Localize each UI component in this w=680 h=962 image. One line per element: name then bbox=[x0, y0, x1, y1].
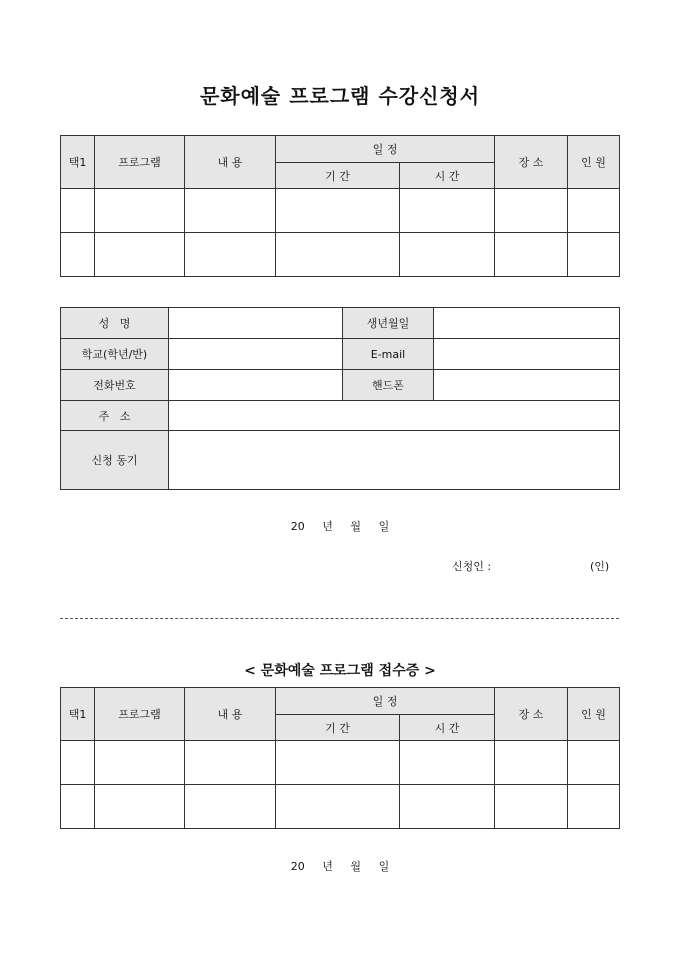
people-cell[interactable] bbox=[568, 233, 620, 277]
month-label: 월 bbox=[350, 520, 362, 533]
select-cell[interactable] bbox=[61, 785, 95, 829]
seal-mark: (인) bbox=[590, 560, 610, 573]
period-cell[interactable] bbox=[276, 741, 400, 785]
phone-label: 전화번호 bbox=[61, 370, 169, 401]
header-time: 시 간 bbox=[400, 715, 495, 741]
header-people: 인 원 bbox=[568, 136, 620, 189]
period-cell[interactable] bbox=[276, 189, 400, 233]
year-prefix: 20 bbox=[290, 860, 305, 873]
people-cell[interactable] bbox=[568, 189, 620, 233]
select-cell[interactable] bbox=[61, 189, 95, 233]
place-cell[interactable] bbox=[495, 233, 568, 277]
header-program: 프로그램 bbox=[95, 136, 185, 189]
header-place: 장 소 bbox=[495, 136, 568, 189]
year-label: 년 bbox=[322, 860, 333, 873]
period-cell[interactable] bbox=[276, 233, 400, 277]
time-cell[interactable] bbox=[400, 741, 495, 785]
birth-label: 생년월일 bbox=[343, 308, 434, 339]
select-cell[interactable] bbox=[61, 741, 95, 785]
header-schedule: 일 정 bbox=[276, 688, 495, 715]
header-people: 인 원 bbox=[568, 688, 620, 741]
receipt-program-table bbox=[60, 687, 620, 829]
header-content: 내 용 bbox=[185, 136, 276, 189]
mobile-label: 핸드폰 bbox=[343, 370, 434, 401]
table-row bbox=[61, 233, 620, 277]
header-period: 기 간 bbox=[276, 163, 400, 189]
content-cell[interactable] bbox=[185, 785, 276, 829]
program-cell[interactable] bbox=[95, 233, 185, 277]
time-cell[interactable] bbox=[400, 189, 495, 233]
program-cell[interactable] bbox=[95, 785, 185, 829]
name-label: 성 명 bbox=[61, 308, 169, 339]
application-date bbox=[0, 518, 680, 534]
place-cell[interactable] bbox=[495, 785, 568, 829]
mobile-field[interactable] bbox=[434, 370, 620, 401]
day-label: 일 bbox=[378, 520, 390, 533]
header-program: 프로그램 bbox=[95, 688, 185, 741]
name-field[interactable] bbox=[169, 308, 343, 339]
email-label: E-mail bbox=[343, 339, 434, 370]
page-title: 문화예술 프로그램 수강신청서 bbox=[199, 84, 481, 108]
header-content: 내 용 bbox=[185, 688, 276, 741]
period-cell[interactable] bbox=[276, 785, 400, 829]
year-prefix: 20 bbox=[290, 520, 305, 533]
content-cell[interactable] bbox=[185, 189, 276, 233]
cut-line-divider bbox=[60, 618, 619, 619]
applicant-info-table bbox=[60, 307, 620, 490]
program-cell[interactable] bbox=[95, 741, 185, 785]
content-cell[interactable] bbox=[185, 741, 276, 785]
month-label: 월 bbox=[350, 860, 362, 873]
place-cell[interactable] bbox=[495, 741, 568, 785]
header-schedule: 일 정 bbox=[276, 136, 495, 163]
select-cell[interactable] bbox=[61, 233, 95, 277]
time-cell[interactable] bbox=[400, 785, 495, 829]
header-time: 시 간 bbox=[400, 163, 495, 189]
school-field[interactable] bbox=[169, 339, 343, 370]
people-cell[interactable] bbox=[568, 741, 620, 785]
receipt-date bbox=[0, 858, 680, 874]
receipt-title: < 문화예술 프로그램 접수증 > bbox=[244, 663, 436, 679]
program-table bbox=[60, 135, 620, 277]
table-row bbox=[61, 741, 620, 785]
place-cell[interactable] bbox=[495, 189, 568, 233]
content-cell[interactable] bbox=[185, 233, 276, 277]
header-period: 기 간 bbox=[276, 715, 400, 741]
header-select: 택1 bbox=[61, 136, 95, 189]
school-label: 학교(학년/반) bbox=[61, 339, 169, 370]
day-label: 일 bbox=[378, 860, 390, 873]
applicant-label: 신청인 : bbox=[452, 560, 492, 573]
header-select: 택1 bbox=[61, 688, 95, 741]
address-field[interactable] bbox=[169, 401, 620, 431]
table-row bbox=[61, 785, 620, 829]
header-place: 장 소 bbox=[495, 688, 568, 741]
email-field[interactable] bbox=[434, 339, 620, 370]
birth-field[interactable] bbox=[434, 308, 620, 339]
program-cell[interactable] bbox=[95, 189, 185, 233]
address-label: 주 소 bbox=[61, 401, 169, 431]
time-cell[interactable] bbox=[400, 233, 495, 277]
phone-field[interactable] bbox=[169, 370, 343, 401]
table-row bbox=[61, 189, 620, 233]
year-label: 년 bbox=[322, 520, 333, 533]
motive-label: 신청 동기 bbox=[61, 431, 169, 490]
motive-field[interactable] bbox=[169, 431, 620, 490]
people-cell[interactable] bbox=[568, 785, 620, 829]
